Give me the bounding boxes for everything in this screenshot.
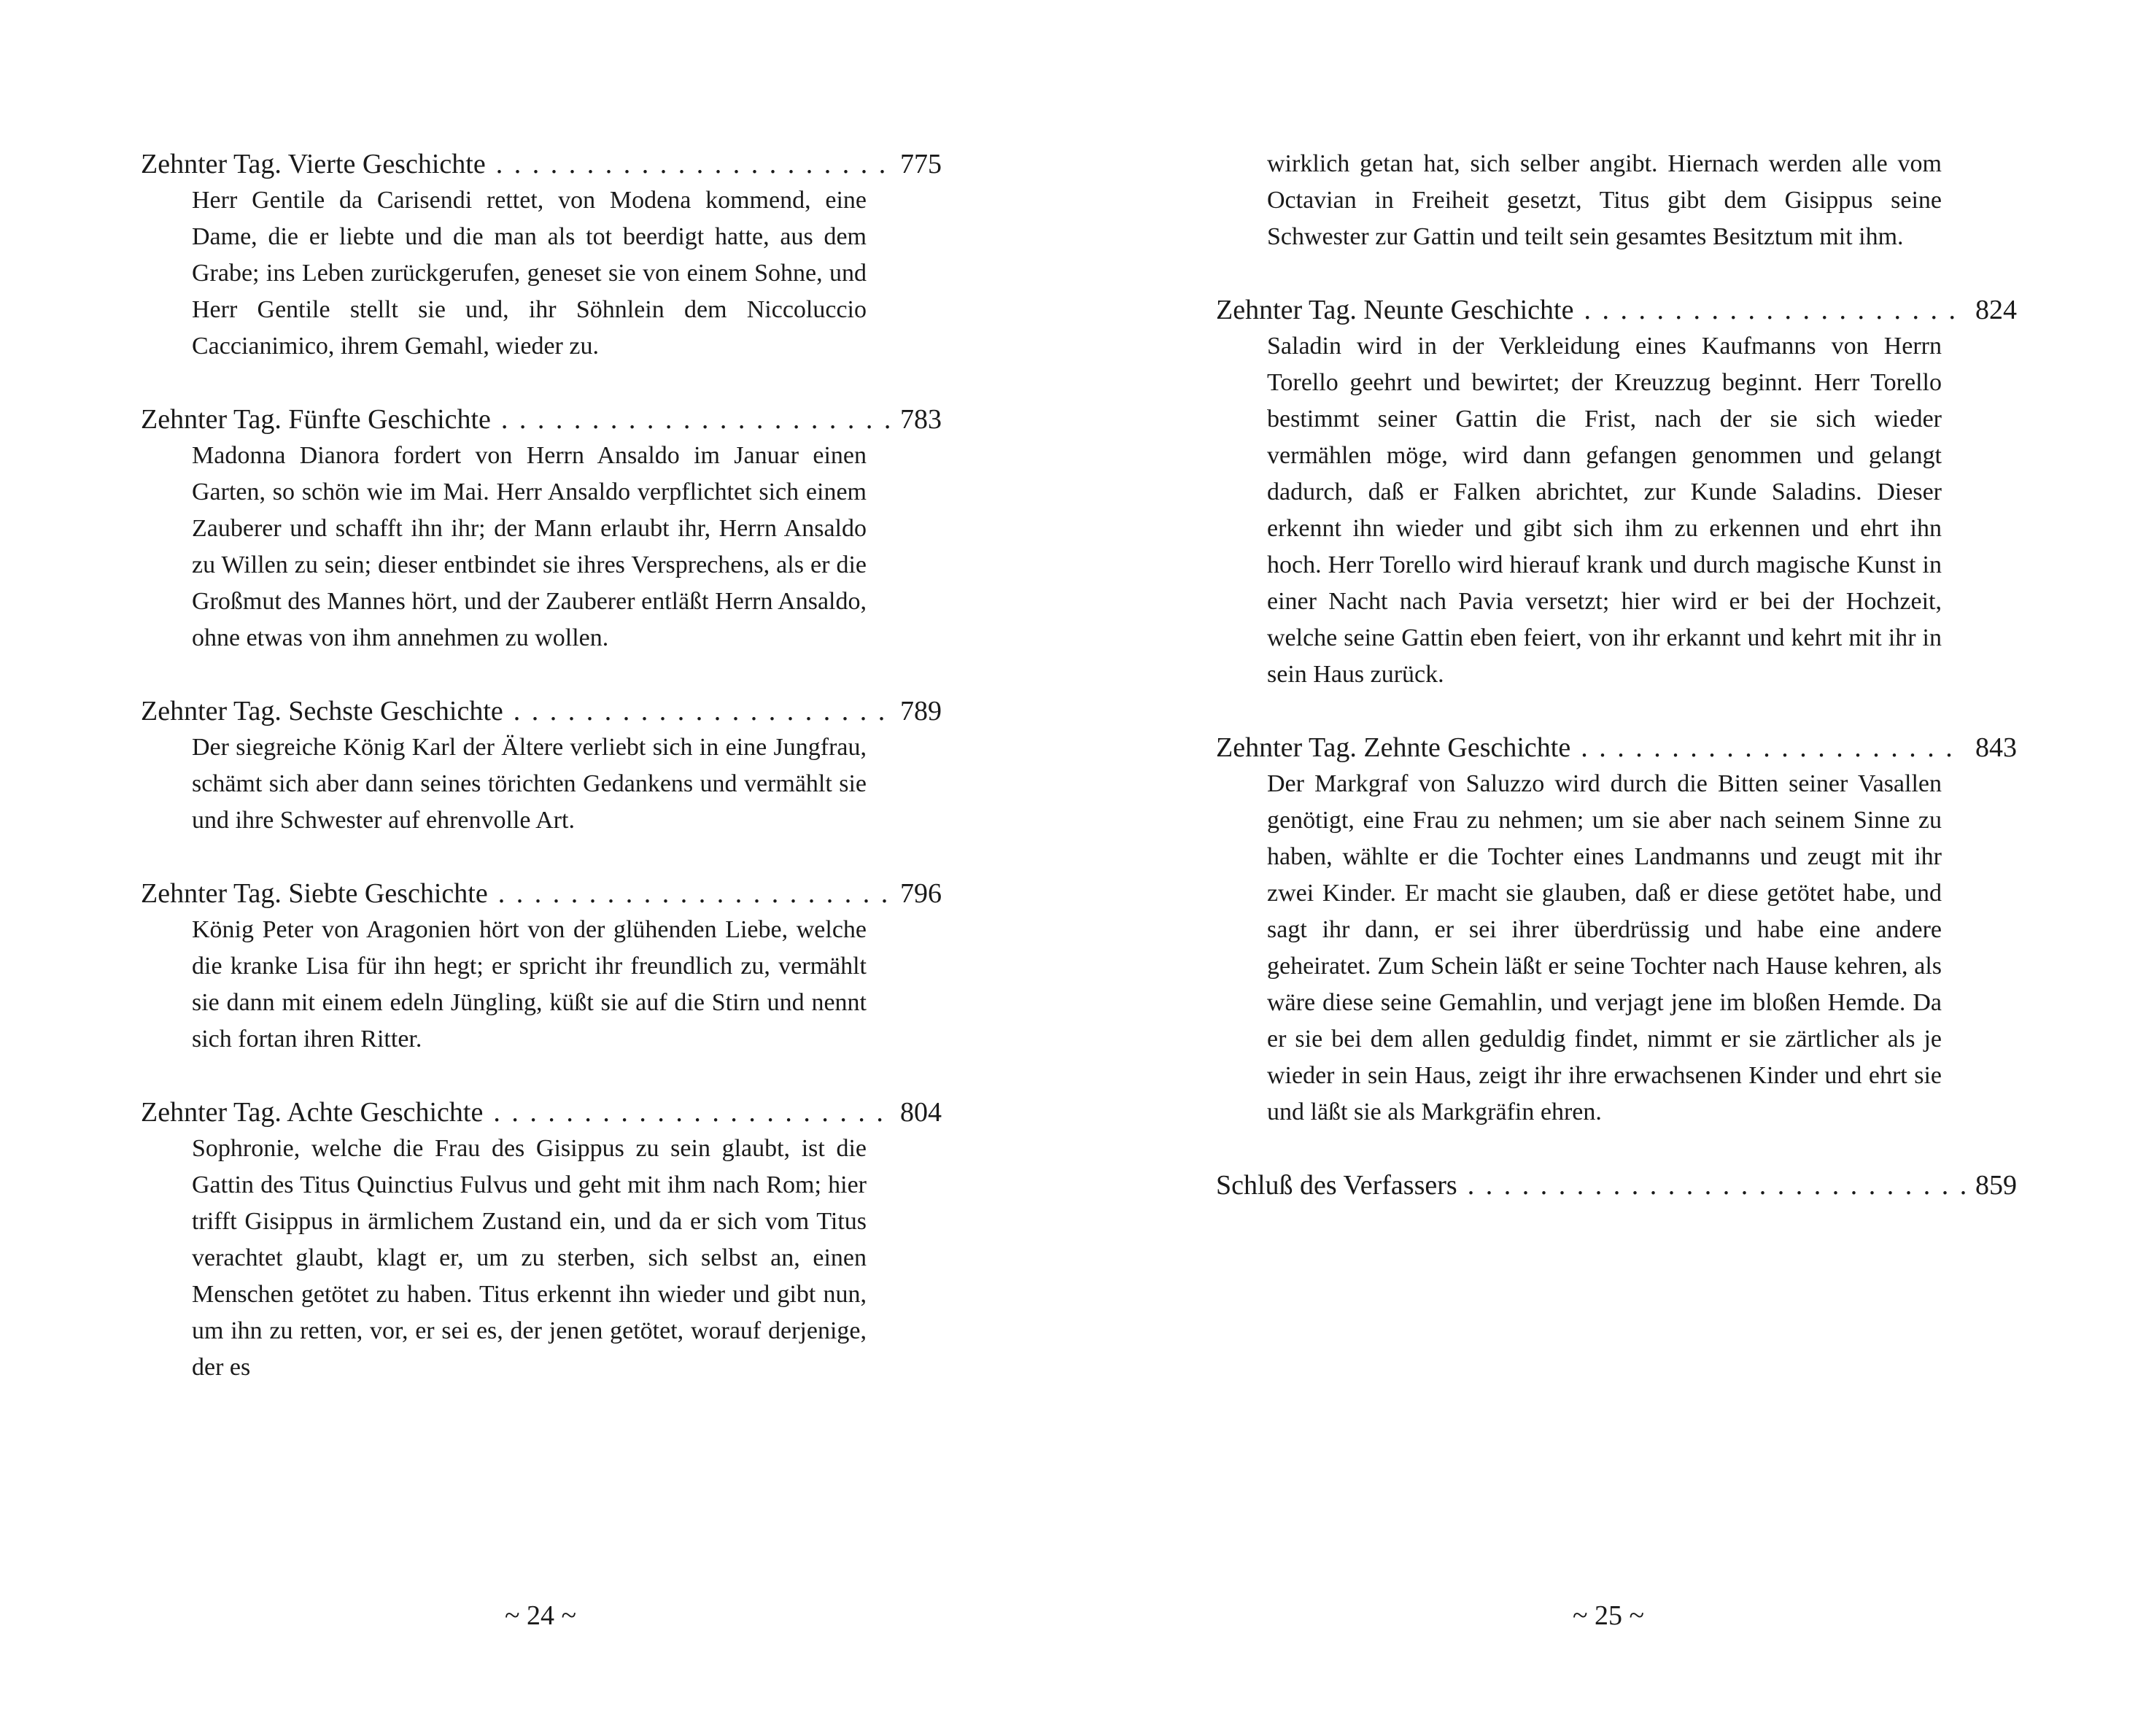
toc-entry-title: Zehnter Tag. Vierte Geschichte <box>141 149 486 179</box>
toc-entry-summary: Der Markgraf von Saluzzo wird durch die Bitten seiner Vasallen genötigt, eine Frau zu nehmen; um sie aber nach seinem Sinne zu haben, wählte er die Tochter eines Landmanns und zeugt mit ihr zwei Kinder. Er macht sie glauben, daß er diese getötet habe, und sagt ihr dann, er sei ihrer überdrüssig und habe eine andere geheiratet. Zum Schein läßt er seine Tochter nach Hause kehren, als wäre diese seine Gemahlin, und verjagt jene im bloßen Hemde. Da er sie bei dem allen geduldig findet, nimmt er sie zärtlicher als je wieder in sein Haus, zeigt ihr ihre erwachsenen Kinder und ehrt sie und läßt sie als Markgräfin ehren. <box>1267 770 1942 1125</box>
toc-entry-summary-continued: wirklich getan hat, sich selber angibt. Hiernach werden alle vom Octavian in Freiheit gesetzt, Titus gibt dem Gisippus seine Schwester zur Gattin und teilt sein gesamtes Besitztum mit ihm. <box>1267 150 1942 250</box>
toc-entry <box>141 401 942 656</box>
left-page <box>141 146 942 1422</box>
toc-entry-heading <box>141 401 942 438</box>
toc-entry-page-number: 843 <box>1975 732 2017 763</box>
toc-entry-heading <box>141 146 942 182</box>
toc-entry-title: Zehnter Tag. Zehnte Geschichte <box>1216 732 1571 763</box>
toc-entry-title: Zehnter Tag. Achte Geschichte <box>141 1097 484 1128</box>
toc-entry <box>141 875 942 1058</box>
toc-entry-heading <box>141 875 942 912</box>
toc-entry-page-number: 804 <box>900 1097 942 1128</box>
page-number-left: ~ 24 ~ <box>504 1600 577 1631</box>
toc-entry-summary: Sophronie, welche die Frau des Gisippus zu sein glaubt, ist die Gattin des Titus Quinctius Fulvus und geht mit ihm nach Rom; hier trifft Gisippus in ärmlichem Zustand ein, und da er sich vom Titus verachtet glaubt, klagt er, um zu sterben, sich selbst an, einen Menschen getötet zu haben. Titus erkennt ihn wieder und gibt nun, um ihn zu retten, vor, er sei es, der jenen getötet, worauf derjenige, der es <box>192 1135 867 1381</box>
dot-leader <box>496 146 890 182</box>
toc-entry <box>141 693 942 839</box>
toc-entry-page-number: 796 <box>900 878 942 909</box>
toc-entry-title: Zehnter Tag. Neunte Geschichte <box>1216 295 1574 325</box>
toc-continuation <box>1216 146 2017 255</box>
toc-entry-title: Zehnter Tag. Siebte Geschichte <box>141 878 488 909</box>
toc-entry-page-number: 783 <box>900 404 942 435</box>
dot-leader <box>1581 729 1965 766</box>
toc-entry-title: Schluß des Verfassers <box>1216 1170 1457 1201</box>
toc-entry-heading <box>1216 292 2017 328</box>
toc-entry <box>141 146 942 365</box>
toc-entry-summary: König Peter von Aragonien hört von der glühenden Liebe, welche die kranke Lisa für ihn hegt; er spricht ihr freundlich zu, vermählt sie dann mit einem edeln Jüngling, küßt sie auf die Stirn und nennt sich fortan ihren Ritter. <box>192 916 867 1053</box>
toc-entry <box>1216 1167 2017 1204</box>
toc-entry-title: Zehnter Tag. Fünfte Geschichte <box>141 404 491 435</box>
toc-entry-summary: Saladin wird in der Verkleidung eines Kaufmanns von Herrn Torello geehrt und bewirtet; der Kreuzzug beginnt. Herr Torello bestimmt seiner Gattin die Frist, nach der sie sich wieder vermählen möge, wird dann gefangen genommen und gelangt dadurch, daß er Falken abrichtet, zur Kunde Saladins. Dieser erkennt ihn wieder und gibt sich ihm zu erkennen und ehrt ihn hoch. Herr Torello wird hierauf krank und durch magische Kunst in einer Nacht nach Pavia versetzt; hier wird er bei der Hochzeit, welche seine Gattin eben feiert, von ihr erkannt und kehrt mit ihr in sein Haus zurück. <box>1267 333 1942 688</box>
toc-entry-summary: Madonna Dianora fordert von Herrn Ansaldo im Januar einen Garten, so schön wie im Mai. Herr Ansaldo verpflichtet sich einem Zauberer und schafft ihn ihr; der Mann erlaubt ihr, Herrn Ansaldo zu Willen zu sein; dieser entbindet sie ihres Versprechens, als er die Großmut des Mannes hört, und der Zauberer entläßt Herrn Ansaldo, ohne etwas von ihm annehmen zu wollen. <box>192 442 867 651</box>
toc-entry-heading <box>141 1094 942 1131</box>
dot-leader <box>498 875 890 912</box>
toc-entry-summary: Herr Gentile da Carisendi rettet, von Modena kommend, eine Dame, die er liebte und die man als tot beerdigt hatte, aus dem Grabe; ins Leben zurückgerufen, geneset sie von einem Sohne, und Herr Gentile stellt sie und, ihr Söhnlein dem Niccoluccio Caccianimico, ihrem Gemahl, wieder zu. <box>192 187 867 360</box>
right-page <box>1216 146 2017 1240</box>
dot-leader <box>1584 292 1965 328</box>
toc-entry-heading <box>1216 729 2017 766</box>
dot-leader <box>514 693 890 729</box>
toc-entry-page-number: 859 <box>1975 1170 2017 1201</box>
dot-leader <box>1468 1167 1965 1204</box>
toc-entry <box>1216 292 2017 693</box>
toc-entry-page-number: 824 <box>1975 295 2017 325</box>
toc-entry-title: Zehnter Tag. Sechste Geschichte <box>141 696 503 726</box>
dot-leader <box>493 1094 890 1131</box>
toc-entry-page-number: 789 <box>900 696 942 726</box>
toc-entry-heading <box>1216 1167 2017 1204</box>
toc-entry-summary: Der siegreiche König Karl der Ältere verliebt sich in eine Jungfrau, schämt sich aber dann seines törichten Gedankens und vermählt sie und ihre Schwester auf ehrenvolle Art. <box>192 734 867 834</box>
page-number-right: ~ 25 ~ <box>1572 1600 1645 1631</box>
dot-leader <box>501 401 890 438</box>
toc-entry-page-number: 775 <box>900 149 942 179</box>
toc-entry <box>141 1094 942 1386</box>
toc-entry-heading <box>141 693 942 729</box>
toc-entry <box>1216 729 2017 1131</box>
